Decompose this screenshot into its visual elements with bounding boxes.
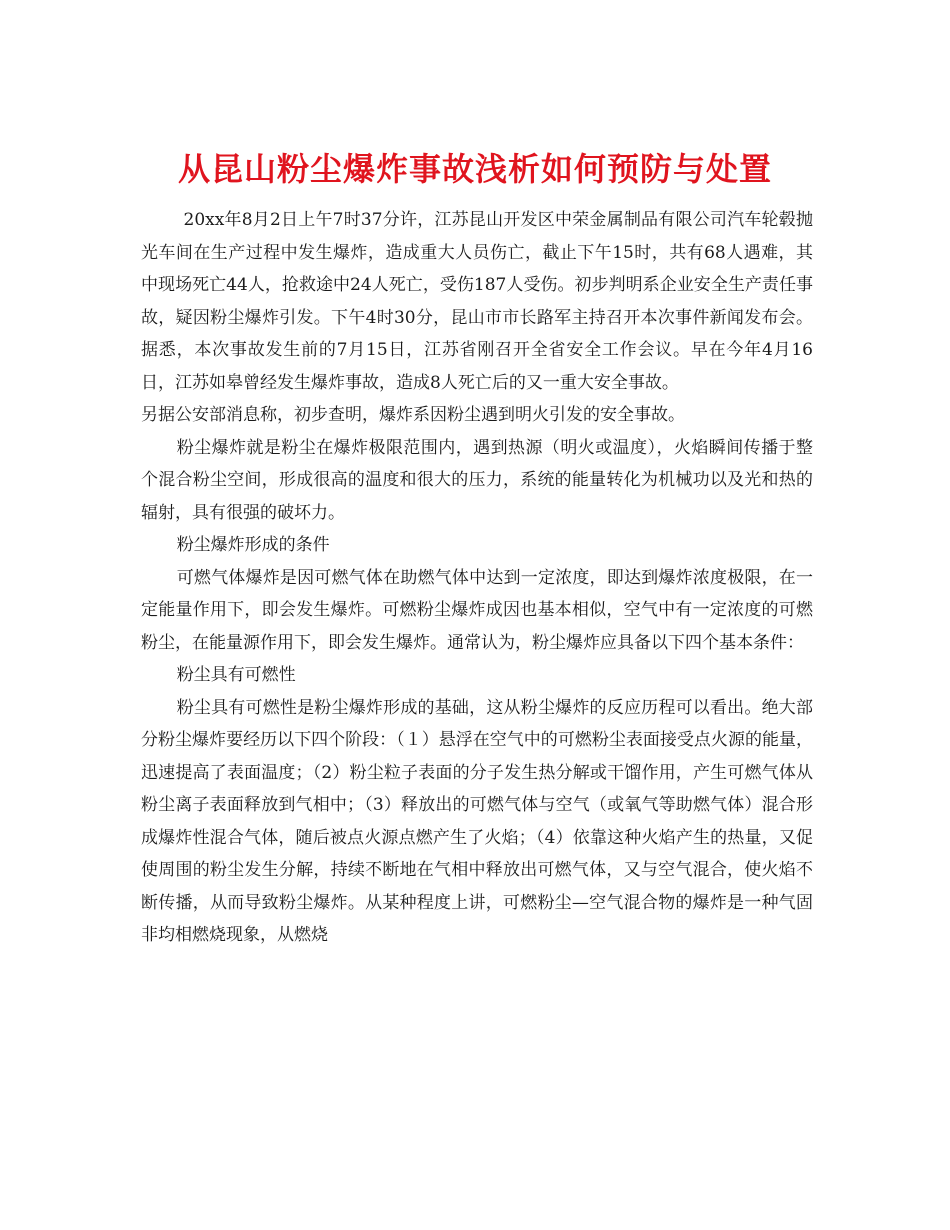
section-heading-combustibility: 粉尘具有可燃性 xyxy=(176,665,296,685)
paragraph-accident-summary: 20xx年8月2日上午7时37分许，江苏昆山开发区中荣金属制品有限公司汽车轮毂抛光车间在生产过程中发生爆炸，造成重大人员伤亡，截止下午15时，共有68人遇难，其中现场死亡44人，抢救途中24人死亡，受伤187人受伤。初步判明系企业安全生产责任事故，疑因粉尘爆炸引发。下午4时30分，昆山市市长路军主持召开本次事件新闻发布会。据悉，本次事故发生前的7月15日，江苏省刚召开全省安全工作会议。早在今年4月16日，江苏如皋曾经发生爆炸事故，造成8人死亡后的又一重大安全事故。 xyxy=(141,210,813,393)
paragraph-conditions-intro: 可燃气体爆炸是因可燃气体在助燃气体中达到一定浓度，即达到爆炸浓度极限，在一定能量作用下，即会发生爆炸。可燃粉尘爆炸成因也基本相似，空气中有一定浓度的可燃粉尘，在能量源作用下，即会发生爆炸。通常认为，粉尘爆炸应具备以下四个基本条件： xyxy=(141,567,813,653)
paragraph-combustibility-detail: 粉尘具有可燃性是粉尘爆炸形成的基础，这从粉尘爆炸的反应历程可以看出。绝大部分粉尘爆炸要经历以下四个阶段：（１）悬浮在空气中的可燃粉尘表面接受点火源的能量，迅速提高了表面温度；（2）粉尘粒子表面的分子发生热分解或干馏作用，产生可燃气体从粉尘离子表面释放到气相中；（3）释放出的可燃气体与空气（或氧气等助燃气体）混合形成爆炸性混合气体，随后被点火源点燃产生了火焰；（4）依靠这种火焰产生的热量，又促使周围的粉尘发生分解，持续不断地在气相中释放出可燃气体，又与空气混合，使火焰不断传播，从而导致粉尘爆炸。从某种程度上讲，可燃粉尘—空气混合物的爆炸是一种气固非均相燃烧现象，从燃烧 xyxy=(141,697,813,945)
paragraph-police-report: 另据公安部消息称，初步查明，爆炸系因粉尘遇到明火引发的安全事故。 xyxy=(141,405,685,425)
section-heading-conditions: 粉尘爆炸形成的条件 xyxy=(176,535,330,555)
document-body xyxy=(141,204,813,952)
document-title: 从昆山粉尘爆炸事故浅析如何预防与处置 xyxy=(177,150,772,189)
paragraph-dust-explosion-definition: 粉尘爆炸就是粉尘在爆炸极限范围内，遇到热源（明火或温度），火焰瞬间传播于整个混合粉尘空间，形成很高的温度和很大的压力，系统的能量转化为机械功以及光和热的辐射，具有很强的破坏力。 xyxy=(141,437,813,523)
